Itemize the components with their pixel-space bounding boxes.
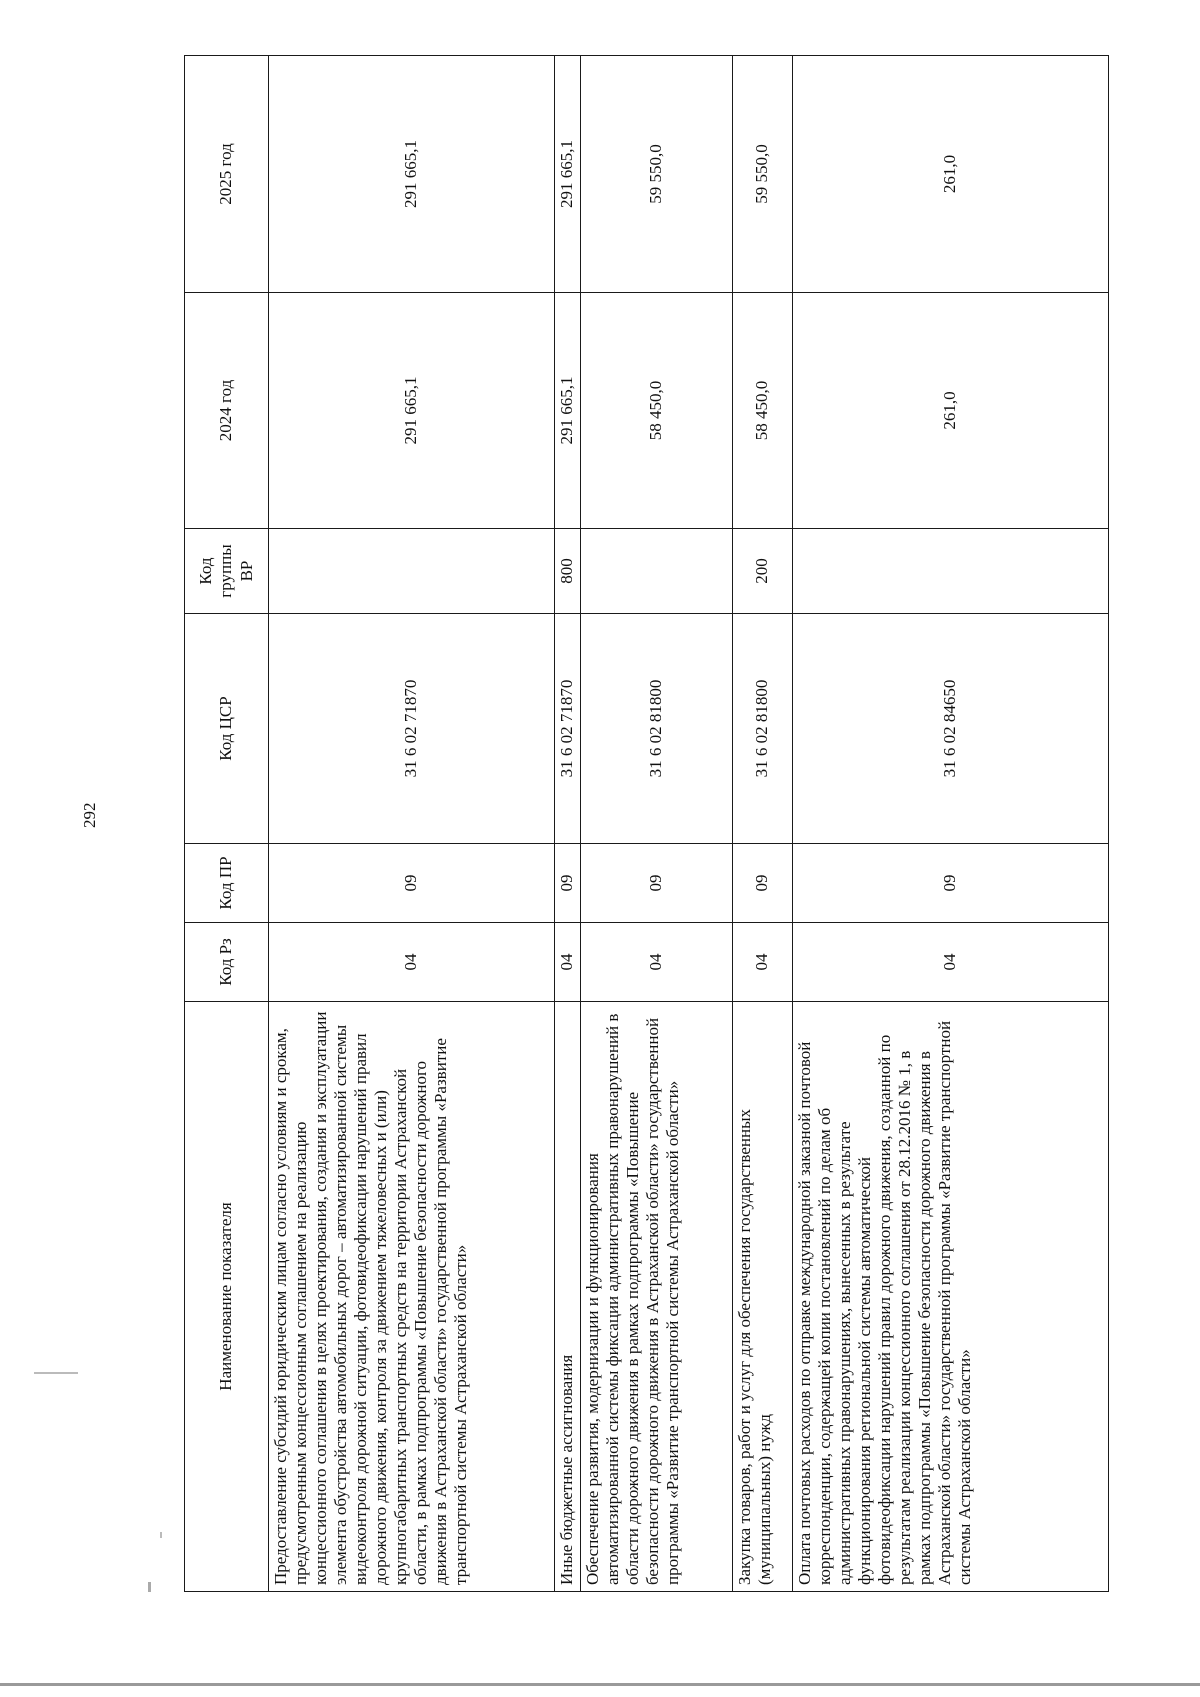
row-csr: 31 6 02 81800 — [581, 614, 733, 844]
row-rz: 04 — [269, 923, 555, 1002]
table-row — [581, 56, 733, 1592]
row-rz: 04 — [733, 923, 793, 1002]
header-vr: Код группы ВР — [185, 529, 269, 614]
row-name: Иные бюджетные ассигнования — [555, 1002, 581, 1592]
header-csr: Код ЦСР — [185, 614, 269, 844]
row-rz: 04 — [581, 923, 733, 1002]
row-pr: 09 — [733, 844, 793, 923]
row-pr: 09 — [555, 844, 581, 923]
scan-edge-line — [0, 1683, 1200, 1686]
row-2025: 59 550,0 — [733, 56, 793, 293]
scan-artifact — [148, 1582, 151, 1592]
budget-table — [184, 55, 1109, 1592]
row-csr: 31 6 02 84650 — [793, 614, 1109, 844]
row-csr: 31 6 02 71870 — [269, 614, 555, 844]
row-2025: 291 665,1 — [555, 56, 581, 293]
table-row — [733, 56, 793, 1592]
row-2024: 291 665,1 — [269, 293, 555, 529]
row-vr: 200 — [733, 529, 793, 614]
scan-artifact — [160, 1532, 162, 1538]
row-vr — [793, 529, 1109, 614]
row-rz: 04 — [555, 923, 581, 1002]
row-name: Закупка товаров, работ и услуг для обеспечения государственных (муниципальных) нужд — [733, 1002, 793, 1592]
row-vr — [581, 529, 733, 614]
table-row — [793, 56, 1109, 1592]
table-row — [269, 56, 555, 1592]
row-2025: 59 550,0 — [581, 56, 733, 293]
table-row — [555, 56, 581, 1592]
row-pr: 09 — [269, 844, 555, 923]
row-2024: 261,0 — [793, 293, 1109, 529]
row-name: Обеспечение развития, модернизации и функционирования автоматизированной системы фиксации административных правонарушений в области дорожного движения в рамках подпрограммы «Повышение безопасности дорожного движения в Астраханской области» государственной программы «Развитие транспортной системы Астраханской области» — [581, 1002, 733, 1592]
page-number: 292 — [80, 802, 99, 828]
header-pr: Код ПР — [185, 844, 269, 923]
row-pr: 09 — [793, 844, 1109, 923]
header-2025: 2025 год — [185, 56, 269, 293]
row-2025: 291 665,1 — [269, 56, 555, 293]
row-pr: 09 — [581, 844, 733, 923]
row-name: Оплата почтовых расходов по отправке международной заказной почтовой корреспонденции, содержащей копии постановлений по делам об административных правонарушениях, вынесенных в результате функционирования региональной системы автоматической фотовидеофиксации нарушений правил дорожного движения, созданной по результатам реализации концессионного соглашения от 28.12.2016 № 1, в рамках подпрограммы «Повышение безопасности дорожного движения в Астраханской области» государственной программы «Развитие транспортной системы Астраханской области» — [793, 1002, 1109, 1592]
row-vr — [269, 529, 555, 614]
row-csr: 31 6 02 81800 — [733, 614, 793, 844]
row-name: Предоставление субсидий юридическим лицам согласно условиям и срокам, предусмотренным концессионным соглашением на реализацию концессионного соглашения в целях проектирования, создания и эксплуатации элемента обустройства автомобильных дорог – автоматизированной системы видеоконтроля дорожной ситуации, фотовидеофиксации нарушений правил дорожного движения, контроля за движением тяжеловесных и (или) крупногабаритных транспортных средств на территории Астраханской области, в рамках подпрограммы «Повышение безопасности дорожного движения в Астраханской области» государственной программы «Развитие транспортной системы Астраханской области» — [269, 1002, 555, 1592]
row-rz: 04 — [793, 923, 1109, 1002]
rotated-table-container — [184, 56, 1108, 1592]
row-2024: 58 450,0 — [733, 293, 793, 529]
header-2024: 2024 год — [185, 293, 269, 529]
header-name: Наименование показателя — [185, 1002, 269, 1592]
row-2024: 291 665,1 — [555, 293, 581, 529]
row-2024: 58 450,0 — [581, 293, 733, 529]
scan-artifact — [34, 1372, 78, 1374]
row-vr: 800 — [555, 529, 581, 614]
table-header-row — [185, 56, 269, 1592]
row-csr: 31 6 02 71870 — [555, 614, 581, 844]
header-rz: Код Рз — [185, 923, 269, 1002]
row-2025: 261,0 — [793, 56, 1109, 293]
